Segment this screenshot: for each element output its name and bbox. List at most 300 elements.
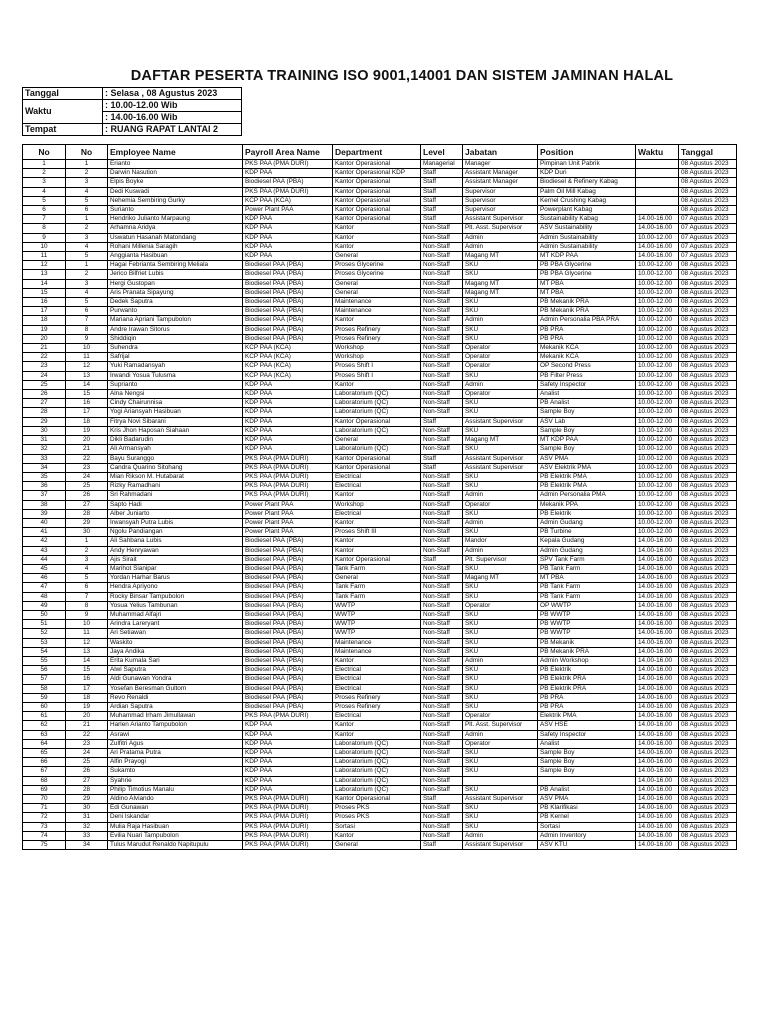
- position-cell: Sample Boy: [538, 749, 636, 758]
- row-group-no-cell: 1: [66, 215, 108, 224]
- position-cell: [538, 776, 636, 785]
- employee-name-cell: Ari Setiawan: [108, 629, 243, 638]
- payroll-area-cell: KCP PAA (KCA): [243, 196, 333, 205]
- jabatan-cell: SKU: [463, 592, 538, 601]
- waktu-cell: 10.00-12.00: [636, 261, 679, 270]
- position-cell: Elektrik PMA: [538, 712, 636, 721]
- row-group-no-cell: 19: [66, 702, 108, 711]
- table-row: [23, 417, 737, 426]
- waktu-cell: 14.00-16.00: [636, 693, 679, 702]
- table-row: [23, 509, 737, 518]
- row-group-no-cell: 5: [66, 252, 108, 261]
- position-cell: Mekanik KCA: [538, 344, 636, 353]
- tanggal-cell: 08 Agustus 2023: [679, 702, 737, 711]
- table-row: [23, 601, 737, 610]
- tempat-label: Tempat: [23, 124, 103, 136]
- position-cell: PB PRA: [538, 702, 636, 711]
- waktu-cell: 10.00-12.00: [636, 472, 679, 481]
- jabatan-cell: Operator: [463, 353, 538, 362]
- tanggal-cell: 08 Agustus 2023: [679, 592, 737, 601]
- payroll-area-cell: Biodiesel PAA (PBA): [243, 316, 333, 325]
- level-cell: Non-Staff: [421, 776, 463, 785]
- jabatan-cell: SKU: [463, 638, 538, 647]
- row-group-no-cell: 29: [66, 518, 108, 527]
- row-no-cell: 27: [23, 399, 66, 408]
- jabatan-cell: Admin: [463, 380, 538, 389]
- row-group-no-cell: 31: [66, 813, 108, 822]
- employee-name-cell: Yosua Yelius Tambunan: [108, 601, 243, 610]
- table-row: [23, 482, 737, 491]
- waktu-cell: 10.00-12.00: [636, 371, 679, 380]
- waktu-cell: 14.00-16.00: [636, 638, 679, 647]
- payroll-area-cell: PKS PAA (PMA DURI): [243, 822, 333, 831]
- table-row: [23, 629, 737, 638]
- position-cell: Admin Inventory: [538, 831, 636, 840]
- tanggal-cell: 08 Agustus 2023: [679, 344, 737, 353]
- position-cell: PB Mekanik PRA: [538, 647, 636, 656]
- waktu-label: Waktu: [23, 100, 103, 124]
- tanggal-cell: 08 Agustus 2023: [679, 610, 737, 619]
- table-row: [23, 702, 737, 711]
- position-cell: Sample Boy: [538, 408, 636, 417]
- department-cell: Proses Refinery: [333, 334, 421, 343]
- payroll-area-cell: Biodiesel PAA (PBA): [243, 537, 333, 546]
- jabatan-cell: Admin: [463, 831, 538, 840]
- tanggal-cell: 08 Agustus 2023: [679, 307, 737, 316]
- waktu-cell: 10.00-12.00: [636, 500, 679, 509]
- employee-name-cell: Aris Pranata Sipayung: [108, 288, 243, 297]
- payroll-area-cell: PKS PAA (PMA DURI): [243, 454, 333, 463]
- position-cell: PB WWTP: [538, 629, 636, 638]
- waktu-cell: 10.00-12.00: [636, 362, 679, 371]
- department-cell: Kantor Operasional: [333, 187, 421, 196]
- jabatan-cell: SKU: [463, 620, 538, 629]
- tanggal-cell: 08 Agustus 2023: [679, 279, 737, 288]
- jabatan-cell: Operator: [463, 739, 538, 748]
- payroll-area-cell: Biodiesel PAA (PBA): [243, 546, 333, 555]
- jabatan-cell: Admin: [463, 546, 538, 555]
- jabatan-cell: SKU: [463, 684, 538, 693]
- table-row: [23, 261, 737, 270]
- row-no-cell: 57: [23, 675, 66, 684]
- table-row: [23, 169, 737, 178]
- department-cell: Proses Shift I: [333, 371, 421, 380]
- tanggal-cell: 08 Agustus 2023: [679, 417, 737, 426]
- row-group-no-cell: 22: [66, 730, 108, 739]
- department-cell: Laboratorium (QC): [333, 426, 421, 435]
- jabatan-cell: SKU: [463, 822, 538, 831]
- payroll-area-cell: PKS PAA (PMA DURI): [243, 187, 333, 196]
- row-group-no-cell: 8: [66, 325, 108, 334]
- tanggal-cell: 08 Agustus 2023: [679, 160, 737, 169]
- jabatan-cell: SKU: [463, 564, 538, 573]
- level-cell: Non-Staff: [421, 482, 463, 491]
- level-cell: Non-Staff: [421, 739, 463, 748]
- table-row: [23, 831, 737, 840]
- position-cell: PB Analist: [538, 785, 636, 794]
- row-no-cell: 23: [23, 362, 66, 371]
- table-row: [23, 518, 737, 527]
- table-row: [23, 445, 737, 454]
- jabatan-cell: Assistant Supervisor: [463, 454, 538, 463]
- department-cell: General: [333, 279, 421, 288]
- row-group-no-cell: 11: [66, 629, 108, 638]
- row-group-no-cell: 5: [66, 298, 108, 307]
- row-no-cell: 7: [23, 215, 66, 224]
- payroll-area-cell: Biodiesel PAA (PBA): [243, 666, 333, 675]
- department-cell: General: [333, 288, 421, 297]
- row-no-cell: 48: [23, 592, 66, 601]
- row-group-no-cell: 25: [66, 482, 108, 491]
- department-cell: Kantor: [333, 233, 421, 242]
- table-row: [23, 206, 737, 215]
- row-group-no-cell: 6: [66, 206, 108, 215]
- level-cell: Non-Staff: [421, 408, 463, 417]
- header-department: Department: [333, 145, 421, 160]
- department-cell: Kantor: [333, 491, 421, 500]
- table-row: [23, 620, 737, 629]
- row-group-no-cell: 21: [66, 445, 108, 454]
- tanggal-cell: 08 Agustus 2023: [679, 721, 737, 730]
- tanggal-cell: 08 Agustus 2023: [679, 353, 737, 362]
- employee-name-cell: Erianto: [108, 160, 243, 169]
- jabatan-cell: Operator: [463, 390, 538, 399]
- employee-name-cell: Marihot Sianipar: [108, 564, 243, 573]
- employee-name-cell: Sukamto: [108, 767, 243, 776]
- tanggal-cell: 08 Agustus 2023: [679, 647, 737, 656]
- department-cell: Kantor: [333, 730, 421, 739]
- jabatan-cell: Assistant Supervisor: [463, 215, 538, 224]
- position-cell: Sample Boy: [538, 767, 636, 776]
- jabatan-cell: Magang MT: [463, 279, 538, 288]
- waktu-cell: 10.00-12.00: [636, 233, 679, 242]
- position-cell: PB Analist: [538, 399, 636, 408]
- department-cell: WWTP: [333, 601, 421, 610]
- jabatan-cell: Assistant Supervisor: [463, 841, 538, 850]
- row-group-no-cell: 12: [66, 638, 108, 647]
- level-cell: Non-Staff: [421, 712, 463, 721]
- jabatan-cell: SKU: [463, 758, 538, 767]
- department-cell: Kantor: [333, 831, 421, 840]
- row-group-no-cell: 6: [66, 307, 108, 316]
- waktu-cell: 10.00-12.00: [636, 353, 679, 362]
- row-group-no-cell: 29: [66, 795, 108, 804]
- tanggal-cell: 08 Agustus 2023: [679, 601, 737, 610]
- position-cell: PB Elektrik: [538, 509, 636, 518]
- payroll-area-cell: Biodiesel PAA (PBA): [243, 684, 333, 693]
- department-cell: Kantor: [333, 518, 421, 527]
- department-cell: Laboratorium (QC): [333, 776, 421, 785]
- waktu-cell: 14.00-16.00: [636, 813, 679, 822]
- position-cell: ASV Elektrik PMA: [538, 463, 636, 472]
- table-row: [23, 307, 737, 316]
- table-row: [23, 160, 737, 169]
- waktu-cell: 10.00-12.00: [636, 518, 679, 527]
- row-group-no-cell: 26: [66, 767, 108, 776]
- employee-name-cell: Nehemia Sembiring Gurky: [108, 196, 243, 205]
- payroll-area-cell: PKS PAA (PMA DURI): [243, 482, 333, 491]
- row-no-cell: 53: [23, 638, 66, 647]
- row-no-cell: 8: [23, 224, 66, 233]
- payroll-area-cell: Biodiesel PAA (PBA): [243, 583, 333, 592]
- position-cell: PB Elektrik PRA: [538, 684, 636, 693]
- department-cell: Kantor Operasional: [333, 454, 421, 463]
- row-no-cell: 19: [23, 325, 66, 334]
- position-cell: PB PBA Glycerine: [538, 261, 636, 270]
- level-cell: Non-Staff: [421, 528, 463, 537]
- row-group-no-cell: 23: [66, 739, 108, 748]
- position-cell: Safety Inspector: [538, 730, 636, 739]
- row-no-cell: 45: [23, 564, 66, 573]
- waktu-cell: 14.00-16.00: [636, 767, 679, 776]
- payroll-area-cell: Biodiesel PAA (PBA): [243, 325, 333, 334]
- waktu-cell: 10.00-12.00: [636, 288, 679, 297]
- tanggal-cell: 08 Agustus 2023: [679, 316, 737, 325]
- level-cell: Staff: [421, 454, 463, 463]
- level-cell: Non-Staff: [421, 693, 463, 702]
- row-group-no-cell: 14: [66, 656, 108, 665]
- table-row: [23, 785, 737, 794]
- jabatan-cell: Plt. Asst. Supervisor: [463, 224, 538, 233]
- payroll-area-cell: PKS PAA (PMA DURI): [243, 804, 333, 813]
- jabatan-cell: SKU: [463, 509, 538, 518]
- waktu-cell: 10.00-12.00: [636, 390, 679, 399]
- position-cell: PB WWTP: [538, 620, 636, 629]
- waktu-cell: 10.00-12.00: [636, 528, 679, 537]
- table-row: [23, 758, 737, 767]
- payroll-area-cell: KDP PAA: [243, 215, 333, 224]
- tanggal-cell: 08 Agustus 2023: [679, 749, 737, 758]
- level-cell: Non-Staff: [421, 344, 463, 353]
- table-row: [23, 178, 737, 187]
- waktu-cell: [636, 169, 679, 178]
- row-group-no-cell: 15: [66, 666, 108, 675]
- table-row: [23, 776, 737, 785]
- employee-name-cell: Ajis Sirait: [108, 555, 243, 564]
- table-row: [23, 390, 737, 399]
- payroll-area-cell: KDP PAA: [243, 436, 333, 445]
- table-row: [23, 491, 737, 500]
- row-no-cell: 44: [23, 555, 66, 564]
- employee-name-cell: Irwansyah Putra Lubis: [108, 518, 243, 527]
- waktu-cell: 14.00-16.00: [636, 564, 679, 573]
- jabatan-cell: SKU: [463, 583, 538, 592]
- waktu-cell: 14.00-16.00: [636, 785, 679, 794]
- waktu-cell: 14.00-16.00: [636, 666, 679, 675]
- level-cell: Non-Staff: [421, 813, 463, 822]
- department-cell: Workshop: [333, 500, 421, 509]
- jabatan-cell: SKU: [463, 371, 538, 380]
- level-cell: Non-Staff: [421, 564, 463, 573]
- tanggal-cell: 08 Agustus 2023: [679, 638, 737, 647]
- employee-name-cell: Mariana Apriani Tampubolon: [108, 316, 243, 325]
- jabatan-cell: Supervisor: [463, 206, 538, 215]
- waktu-cell: 14.00-16.00: [636, 656, 679, 665]
- position-cell: PB Klarifikasi: [538, 804, 636, 813]
- level-cell: Non-Staff: [421, 822, 463, 831]
- payroll-area-cell: PKS PAA (PMA DURI): [243, 160, 333, 169]
- employee-name-cell: Rizky Ramadhani: [108, 482, 243, 491]
- tanggal-cell: 08 Agustus 2023: [679, 206, 737, 215]
- position-cell: Sample Boy: [538, 445, 636, 454]
- row-group-no-cell: 15: [66, 390, 108, 399]
- tanggal-cell: 07 Agustus 2023: [679, 233, 737, 242]
- jabatan-cell: Mandor: [463, 537, 538, 546]
- table-header-row: [23, 145, 737, 160]
- position-cell: PB Tank Farm: [538, 592, 636, 601]
- employee-name-cell: Tulus Marudut Renaldo Napitupulu: [108, 841, 243, 850]
- waktu-cell: 14.00-16.00: [636, 610, 679, 619]
- waktu-cell: 14.00-16.00: [636, 546, 679, 555]
- department-cell: Laboratorium (QC): [333, 445, 421, 454]
- waktu-cell: 14.00-16.00: [636, 574, 679, 583]
- jabatan-cell: Admin: [463, 316, 538, 325]
- row-group-no-cell: 24: [66, 749, 108, 758]
- row-group-no-cell: 18: [66, 417, 108, 426]
- jabatan-cell: SKU: [463, 647, 538, 656]
- position-cell: MT PBA: [538, 279, 636, 288]
- department-cell: Kantor Operasional: [333, 196, 421, 205]
- attendance-sheet: [22, 66, 736, 850]
- payroll-area-cell: Biodiesel PAA (PBA): [243, 702, 333, 711]
- employee-name-cell: Bayu Suranggo: [108, 454, 243, 463]
- level-cell: Non-Staff: [421, 445, 463, 454]
- tanggal-cell: 08 Agustus 2023: [679, 739, 737, 748]
- level-cell: Non-Staff: [421, 270, 463, 279]
- payroll-area-cell: Biodiesel PAA (PBA): [243, 298, 333, 307]
- row-no-cell: 25: [23, 380, 66, 389]
- level-cell: Non-Staff: [421, 610, 463, 619]
- tanggal-cell: 08 Agustus 2023: [679, 795, 737, 804]
- position-cell: PB Elektrik PRA: [538, 675, 636, 684]
- payroll-area-cell: Power Plant PAA: [243, 528, 333, 537]
- department-cell: Maintenance: [333, 298, 421, 307]
- employee-name-cell: Revo Renaldi: [108, 693, 243, 702]
- row-group-no-cell: 2: [66, 169, 108, 178]
- position-cell: ASV Lab: [538, 417, 636, 426]
- department-cell: Kantor: [333, 242, 421, 251]
- table-row: [23, 399, 737, 408]
- row-no-cell: 29: [23, 417, 66, 426]
- employee-name-cell: Suhendra: [108, 344, 243, 353]
- department-cell: Maintenance: [333, 307, 421, 316]
- position-cell: Pimpinan Unit Pabrik: [538, 160, 636, 169]
- row-group-no-cell: 1: [66, 537, 108, 546]
- table-body: [23, 160, 737, 850]
- level-cell: Staff: [421, 169, 463, 178]
- row-group-no-cell: 6: [66, 583, 108, 592]
- level-cell: Non-Staff: [421, 831, 463, 840]
- level-cell: Non-Staff: [421, 785, 463, 794]
- department-cell: Electrical: [333, 482, 421, 491]
- jabatan-cell: SKU: [463, 749, 538, 758]
- level-cell: Non-Staff: [421, 380, 463, 389]
- row-no-cell: 63: [23, 730, 66, 739]
- jabatan-cell: SKU: [463, 785, 538, 794]
- jabatan-cell: SKU: [463, 528, 538, 537]
- table-row: [23, 353, 737, 362]
- table-row: [23, 500, 737, 509]
- row-group-no-cell: 4: [66, 187, 108, 196]
- level-cell: Non-Staff: [421, 261, 463, 270]
- tanggal-cell: 08 Agustus 2023: [679, 583, 737, 592]
- waktu-cell: 10.00-12.00: [636, 334, 679, 343]
- level-cell: Non-Staff: [421, 601, 463, 610]
- employee-name-cell: Zulfitri Agus: [108, 739, 243, 748]
- row-no-cell: 61: [23, 712, 66, 721]
- employee-name-cell: Yuki Ramadansyah: [108, 362, 243, 371]
- table-row: [23, 647, 737, 656]
- row-group-no-cell: 3: [66, 178, 108, 187]
- payroll-area-cell: PKS PAA (PMA DURI): [243, 712, 333, 721]
- jabatan-cell: SKU: [463, 804, 538, 813]
- tanggal-cell: 08 Agustus 2023: [679, 298, 737, 307]
- jabatan-cell: SKU: [463, 482, 538, 491]
- department-cell: Workshop: [333, 344, 421, 353]
- payroll-area-cell: Biodiesel PAA (PBA): [243, 656, 333, 665]
- row-no-cell: 34: [23, 463, 66, 472]
- row-no-cell: 2: [23, 169, 66, 178]
- table-row: [23, 767, 737, 776]
- row-group-no-cell: 33: [66, 831, 108, 840]
- waktu-cell: 10.00-12.00: [636, 482, 679, 491]
- position-cell: Admin Sustainability: [538, 233, 636, 242]
- employee-name-cell: Fitrya Novi Sibarani: [108, 417, 243, 426]
- waktu-cell: 14.00-16.00: [636, 776, 679, 785]
- table-row: [23, 408, 737, 417]
- level-cell: Non-Staff: [421, 546, 463, 555]
- payroll-area-cell: KDP PAA: [243, 252, 333, 261]
- waktu-cell: 14.00-16.00: [636, 647, 679, 656]
- employee-name-cell: Alber Juniarto: [108, 509, 243, 518]
- department-cell: Laboratorium (QC): [333, 399, 421, 408]
- level-cell: Non-Staff: [421, 730, 463, 739]
- row-no-cell: 71: [23, 804, 66, 813]
- department-cell: Kantor Operasional: [333, 463, 421, 472]
- row-group-no-cell: 13: [66, 371, 108, 380]
- employee-name-cell: Alfin Prayogi: [108, 758, 243, 767]
- payroll-area-cell: Power Plant PAA: [243, 500, 333, 509]
- level-cell: Non-Staff: [421, 675, 463, 684]
- department-cell: Proses Shift III: [333, 528, 421, 537]
- table-row: [23, 583, 737, 592]
- jabatan-cell: Operator: [463, 712, 538, 721]
- employee-name-cell: Mian Rikson M. Hutabarat: [108, 472, 243, 481]
- level-cell: Non-Staff: [421, 509, 463, 518]
- level-cell: Non-Staff: [421, 242, 463, 251]
- row-no-cell: 60: [23, 702, 66, 711]
- tanggal-cell: 07 Agustus 2023: [679, 224, 737, 233]
- jabatan-cell: SKU: [463, 629, 538, 638]
- department-cell: Sortasi: [333, 822, 421, 831]
- jabatan-cell: Admin: [463, 518, 538, 527]
- jabatan-cell: Admin: [463, 491, 538, 500]
- level-cell: Non-Staff: [421, 537, 463, 546]
- table-row: [23, 233, 737, 242]
- payroll-area-cell: Biodiesel PAA (PBA): [243, 693, 333, 702]
- tanggal-cell: 08 Agustus 2023: [679, 758, 737, 767]
- level-cell: Staff: [421, 178, 463, 187]
- waktu-cell: 10.00-12.00: [636, 316, 679, 325]
- row-no-cell: 66: [23, 758, 66, 767]
- table-row: [23, 187, 737, 196]
- department-cell: Kantor Operasional: [333, 795, 421, 804]
- payroll-area-cell: Biodiesel PAA (PBA): [243, 261, 333, 270]
- tanggal-cell: 08 Agustus 2023: [679, 270, 737, 279]
- position-cell: Biodiesel & Refinery Kabag: [538, 178, 636, 187]
- table-row: [23, 325, 737, 334]
- waktu-cell: [636, 178, 679, 187]
